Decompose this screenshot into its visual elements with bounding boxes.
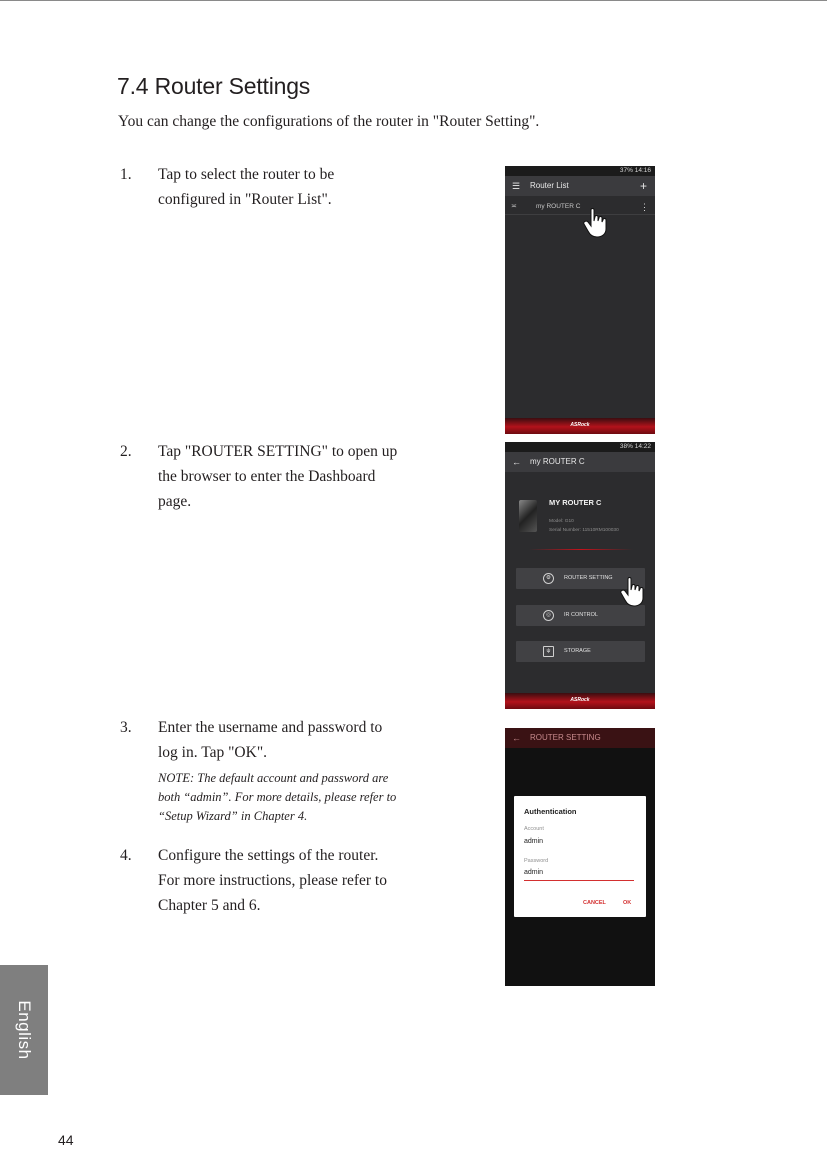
- app-bar-title: my ROUTER C: [530, 457, 585, 466]
- status-bar: 37% 14:16: [505, 166, 655, 176]
- step-line: Chapter 5 and 6.: [158, 897, 261, 914]
- divider: [529, 549, 633, 550]
- remote-icon: ◎: [543, 610, 554, 621]
- note: [158, 769, 420, 826]
- app-bar: [505, 728, 655, 748]
- tap-hand-icon: [583, 208, 609, 238]
- ok-button[interactable]: OK: [623, 900, 632, 906]
- device-model: Model: G10: [549, 519, 574, 524]
- password-input[interactable]: admin: [524, 869, 544, 876]
- top-rule: [0, 0, 827, 1]
- step-line: Tap "ROUTER SETTING" to open up: [158, 443, 398, 460]
- tap-hand-icon: [620, 577, 646, 607]
- brand-footer: [505, 693, 655, 709]
- brand-logo: ASRock: [570, 697, 590, 703]
- gear-icon: ⚙: [543, 573, 554, 584]
- note-line: “Setup Wizard” in Chapter 4.: [158, 809, 308, 823]
- router-device-image: [519, 500, 537, 532]
- button-label: ROUTER SETTING: [564, 575, 613, 581]
- step-number: 3.: [120, 719, 132, 736]
- brand-footer: [505, 418, 655, 434]
- cancel-button[interactable]: CANCEL: [583, 900, 606, 906]
- language-label: English: [15, 1000, 34, 1060]
- step-line: Configure the settings of the router.: [158, 847, 379, 864]
- step-number: 2.: [120, 443, 132, 460]
- router-icon: ≍: [511, 203, 517, 210]
- device-name: MY ROUTER C: [549, 498, 602, 507]
- screenshot-router-list: [505, 166, 655, 434]
- step-text: [158, 162, 420, 212]
- router-name: my ROUTER C: [536, 203, 581, 210]
- device-serial: Serial Number: 11510RM100030: [549, 528, 619, 533]
- language-tab: [0, 965, 48, 1095]
- screenshot-authentication: [505, 728, 655, 986]
- step-text: [158, 843, 420, 918]
- authentication-dialog: [514, 796, 646, 917]
- back-arrow-icon[interactable]: ←: [512, 457, 521, 467]
- step-text: [158, 715, 420, 826]
- account-input[interactable]: admin: [524, 838, 544, 845]
- section-title: 7.4 Router Settings: [117, 73, 311, 99]
- status-bar: 38% 14:22: [505, 442, 655, 452]
- password-underline: [524, 880, 634, 881]
- button-label: IR CONTROL: [564, 612, 598, 618]
- app-bar: [505, 176, 655, 196]
- more-icon[interactable]: ⋮: [640, 202, 649, 212]
- router-list-item[interactable]: [505, 199, 655, 215]
- step-line: log in. Tap "OK".: [158, 744, 268, 761]
- account-label: Account: [524, 826, 544, 832]
- step-line: the browser to enter the Dashboard: [158, 468, 376, 485]
- add-icon[interactable]: +: [639, 179, 647, 193]
- dialog-title: Authentication: [524, 807, 577, 816]
- step-text: [158, 439, 420, 514]
- password-label: Password: [524, 858, 549, 864]
- step-line: page.: [158, 493, 192, 510]
- app-bar-title: Router List: [530, 181, 569, 190]
- step-line: configured in "Router List".: [158, 191, 332, 208]
- screenshot-router-detail: [505, 442, 655, 709]
- step-number: 1.: [120, 166, 132, 183]
- step-number: 4.: [120, 847, 132, 864]
- brand-logo: ASRock: [570, 422, 590, 428]
- step-line: Tap to select the router to be: [158, 166, 335, 183]
- app-bar-title: ROUTER SETTING: [530, 733, 601, 742]
- intro-text: You can change the configurations of the router in "Router Setting".: [118, 113, 540, 130]
- button-label: STORAGE: [564, 648, 591, 654]
- step-line: Enter the username and password to: [158, 719, 383, 736]
- note-line: both “admin”. For more details, please refer to: [158, 790, 397, 804]
- usb-icon: ψ: [543, 646, 554, 657]
- app-bar: [505, 452, 655, 472]
- back-arrow-icon[interactable]: ←: [512, 733, 521, 743]
- storage-button[interactable]: [516, 641, 645, 662]
- ir-control-button[interactable]: [516, 605, 645, 626]
- page-number: 44: [58, 1132, 74, 1148]
- note-line: NOTE: The default account and password are: [158, 771, 389, 785]
- menu-icon[interactable]: ☰: [512, 181, 521, 191]
- step-line: For more instructions, please refer to: [158, 872, 387, 889]
